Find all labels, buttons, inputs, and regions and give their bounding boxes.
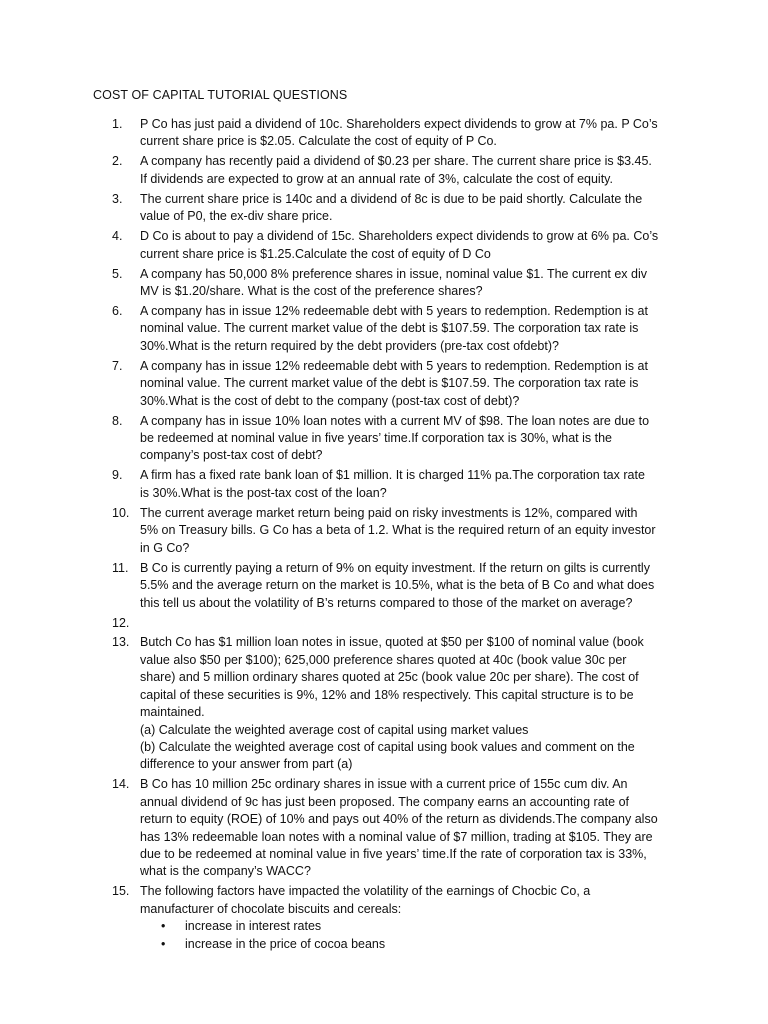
question-text-line: has 13% redeemable loan notes with a nominal value of $7 million, trading at $105. They are xyxy=(140,829,653,844)
question-number: 5. xyxy=(112,266,123,281)
question-text-line: current share price is $2.05. Calculate the cost of equity of P Co. xyxy=(140,134,497,149)
question-item xyxy=(0,883,768,953)
question-item xyxy=(0,228,768,263)
question-list xyxy=(0,116,768,956)
question-text-line: 30%.What is the cost of debt to the company (post-tax cost of debt)? xyxy=(140,393,520,408)
question-item xyxy=(0,505,768,557)
question-item xyxy=(0,116,768,151)
bullet-text: increase in interest rates xyxy=(185,919,322,934)
question-item xyxy=(0,467,768,502)
question-text-line: in G Co? xyxy=(140,540,190,555)
bullet-icon: • xyxy=(161,919,166,934)
question-text xyxy=(140,228,680,263)
question-text-line: (a) Calculate the weighted average cost of capital using market values xyxy=(140,722,529,737)
question-text-line: nominal value. The current market value of the debt is $107.59. The corporation tax rate is xyxy=(140,321,639,336)
question-text-line: value also $50 per $100); 625,000 preference shares quoted at 40c (book value 30c per xyxy=(140,652,627,667)
question-text-line: value of P0, the ex-div share price. xyxy=(140,209,333,224)
question-text-line: B Co is currently paying a return of 9% on equity investment. If the return on gilts is currently xyxy=(140,560,650,575)
question-text-line: Butch Co has $1 million loan notes in issue, quoted at $50 per $100 of nominal value (book xyxy=(140,635,644,650)
question-item xyxy=(0,358,768,410)
question-number: 10. xyxy=(112,505,130,520)
question-text-line: A company has recently paid a dividend of $0.23 per share. The current share price is $3.45. xyxy=(140,154,652,169)
question-text xyxy=(140,303,680,355)
question-number: 1. xyxy=(112,117,123,131)
question-number: 13. xyxy=(112,635,130,650)
question-text-line: The current share price is 140c and a dividend of 8c is due to be paid shortly. Calculate the xyxy=(140,191,643,206)
question-item xyxy=(0,303,768,355)
question-number: 2. xyxy=(112,154,123,169)
question-item xyxy=(0,560,768,612)
question-text-line: what is the company’s WACC? xyxy=(140,864,311,879)
question-text-line: maintained. xyxy=(140,705,205,720)
question-text xyxy=(140,505,680,557)
question-text-line: The following factors have impacted the volatility of the earnings of Chocbic Co, a xyxy=(140,884,591,899)
question-text xyxy=(140,191,680,226)
question-text-line: capital of these securities is 9%, 12% and 18% respectively. This capital structure is to be xyxy=(140,687,634,702)
question-text-line: return to equity (ROE) of 10% and pays out 40% of the return as dividends.The company also xyxy=(140,812,658,827)
question-text-line: P Co has just paid a dividend of 10c. Shareholders expect dividends to grow at 7% pa. P Co’s xyxy=(140,117,658,131)
question-number: 14. xyxy=(112,777,130,792)
question-text-line: MV is $1.20/share. What is the cost of the preference shares? xyxy=(140,284,483,299)
document-title: COST OF CAPITAL TUTORIAL QUESTIONS xyxy=(93,88,348,102)
question-text xyxy=(140,153,680,188)
question-number: 6. xyxy=(112,304,123,319)
question-number: 9. xyxy=(112,468,123,483)
question-text-line: difference to your answer from part (a) xyxy=(140,757,353,772)
question-text-line: this tell us about the volatility of B’s returns compared to those of the market on average? xyxy=(140,595,633,610)
question-text xyxy=(140,467,680,502)
question-text-line: A company has in issue 12% redeemable debt with 5 years to redemption. Redemption is at xyxy=(140,304,648,319)
question-text-line: due to be redeemed at nominal value in five years’ time.If the rate of corporation tax is 33%, xyxy=(140,846,647,861)
question-text xyxy=(140,413,680,465)
question-text xyxy=(140,358,680,410)
question-text-line: A company has in issue 12% redeemable debt with 5 years to redemption. Redemption is at xyxy=(140,358,648,373)
question-text-line: nominal value. The current market value of the debt is $107.59. The corporation tax rate is xyxy=(140,376,639,391)
question-text-line: company’s post-tax cost of debt? xyxy=(140,448,323,463)
question-text-line: 30%.What is the return required by the debt providers (pre-tax cost ofdebt)? xyxy=(140,338,559,353)
question-item xyxy=(0,413,768,465)
question-item xyxy=(0,634,768,773)
question-item xyxy=(0,266,768,301)
bullet-list xyxy=(140,918,680,953)
question-text xyxy=(140,116,680,151)
question-text-line: share) and 5 million ordinary shares quoted at 25c (book value 20c per share). The cost of xyxy=(140,670,639,685)
question-item xyxy=(0,615,768,632)
question-number: 15. xyxy=(112,884,130,899)
question-text-line: is 30%.What is the post-tax cost of the loan? xyxy=(140,485,387,500)
question-text-line: B Co has 10 million 25c ordinary shares in issue with a current price of 155c cum div. An xyxy=(140,777,628,792)
question-text xyxy=(140,883,680,918)
question-number: 4. xyxy=(112,229,123,244)
question-text-line: 5% on Treasury bills. G Co has a beta of 1.2. What is the required return of an equity investor xyxy=(140,523,656,538)
question-text xyxy=(140,615,680,632)
bullet-icon: • xyxy=(161,936,166,951)
question-text-line: be redeemed at nominal value in five years’ time.If corporation tax is 30%, what is the xyxy=(140,431,612,446)
question-text xyxy=(140,560,680,612)
question-text-line: A company has in issue 10% loan notes with a current MV of $98. The loan notes are due to xyxy=(140,413,650,428)
question-number: 8. xyxy=(112,413,123,428)
question-number: 7. xyxy=(112,358,123,373)
bullet-item xyxy=(140,918,680,935)
question-item xyxy=(0,776,768,880)
question-number: 3. xyxy=(112,191,123,206)
question-text-line: A firm has a fixed rate bank loan of $1 million. It is charged 11% pa.The corporation tax rate xyxy=(140,468,645,483)
question-text-line: manufacturer of chocolate biscuits and cereals: xyxy=(140,901,402,916)
question-item xyxy=(0,153,768,188)
bullet-item xyxy=(140,936,680,953)
question-text-line: annual dividend of 9c has just been proposed. The company earns an accounting rate of xyxy=(140,794,629,809)
bullet-text: increase in the price of cocoa beans xyxy=(185,936,386,951)
question-text-line: current share price is $1.25.Calculate the cost of equity of D Co xyxy=(140,246,491,261)
question-number: 12. xyxy=(112,615,130,630)
question-item xyxy=(0,191,768,226)
question-text-line: D Co is about to pay a dividend of 15c. Shareholders expect dividends to grow at 6% pa. Co’s xyxy=(140,229,659,244)
question-text xyxy=(140,776,680,880)
question-text xyxy=(140,634,680,773)
question-text xyxy=(140,266,680,301)
question-text-line: (b) Calculate the weighted average cost of capital using book values and comment on the xyxy=(140,739,635,754)
question-text-line: A company has 50,000 8% preference shares in issue, nominal value $1. The current ex div xyxy=(140,266,648,281)
question-text-line: 5.5% and the average return on the market is 10.5%, what is the beta of B Co and what does xyxy=(140,578,655,593)
question-text-line: The current average market return being paid on risky investments is 12%, compared with xyxy=(140,505,638,520)
question-number: 11. xyxy=(112,560,129,575)
question-text-line: If dividends are expected to grow at an annual rate of 3%, calculate the cost of equity. xyxy=(140,171,613,186)
